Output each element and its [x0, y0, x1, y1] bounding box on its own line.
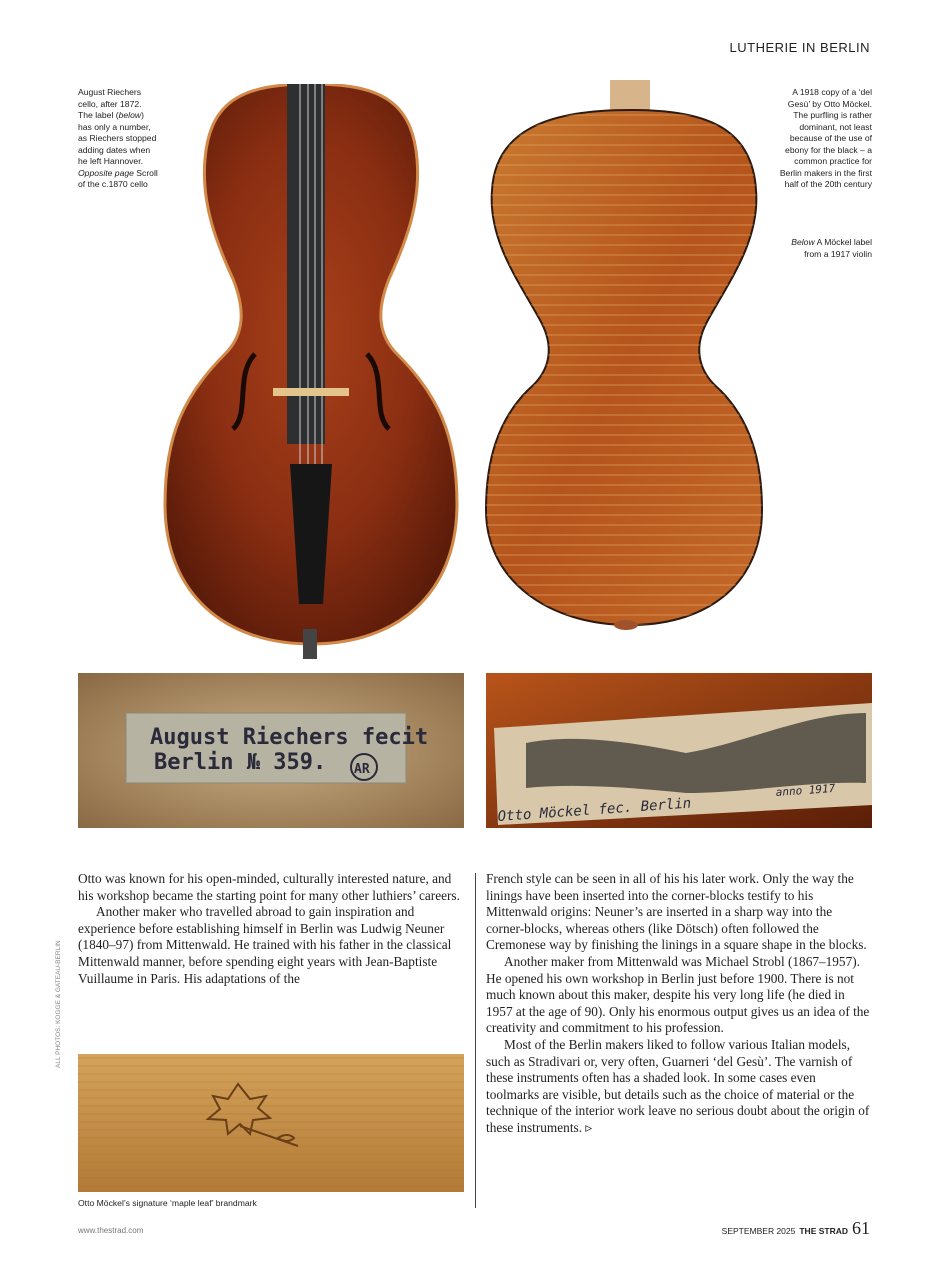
paragraph: Another maker from Mittenwald was Michael Strobl (1867–1957). He opened his own workshop in Berlin just before 1900. There is not much known about this maker, despite his very long life (he died in 1957 at the age of 90). Only his enormous output gives us an idea of the creativity and commitment to his profession. [486, 953, 870, 1036]
mockel-label-name: Otto Möckel fec. Berlin [497, 795, 692, 825]
caption-line: half of the 20th century [784, 179, 872, 189]
riechers-label-photo [78, 673, 464, 828]
caption-line: as Riechers stopped [78, 133, 157, 143]
paragraph: Another maker who travelled abroad to gain inspiration and experience before establishing himself in Berlin was Ludwig Neuner (1840–97) from Mittenwald. He trained with his father in the classical Mittenwald manner, before spending eight years with Jean-Baptiste Vuillaume in Paris. His adaptations of the [78, 904, 452, 986]
violin-caption [752, 87, 872, 191]
caption-line: he left Hannover. [78, 156, 143, 166]
mockel-label-photo [486, 673, 872, 828]
mockel-label-illustration [486, 673, 872, 828]
riechers-monogram: AR [354, 762, 370, 777]
article-column-left [78, 871, 464, 987]
mockel-label-year: anno 1917 [775, 781, 836, 799]
cello-photo [155, 84, 467, 659]
caption-line: August Riechers [78, 87, 142, 97]
section-header: LUTHERIE IN BERLIN [729, 40, 870, 55]
caption-line: Opposite page Scroll [78, 167, 158, 178]
page-footer [722, 1218, 870, 1239]
brandmark-caption: Otto Möckel’s signature ‘maple leaf’ brandmark [78, 1198, 257, 1208]
caption-line: dominant, not least [799, 121, 872, 132]
page-number: 61 [852, 1218, 870, 1238]
brandmark-photo [78, 1054, 464, 1192]
caption-line: of the c.1870 cello [78, 179, 148, 189]
caption-line: cello, after 1872. [78, 98, 142, 109]
paragraph: French style can be seen in all of his his later work. Only the way the linings have been inserted into the corner-blocks testify to his Mittenwald origins: Neuner’s are inserted in a sharp way into the corner-blocks, whereas others (like Dötsch) often followed the Cremonese way by finishing the linings in a square shape in the blocks. [486, 871, 867, 953]
caption-line: The label (below) [78, 110, 144, 120]
caption-line: has only a number, [78, 121, 151, 132]
caption-line: adding dates when [78, 144, 151, 155]
caption-line: because of the use of [789, 133, 872, 143]
violin-illustration [478, 80, 770, 632]
issue-date: SEPTEMBER 2025 [721, 1226, 796, 1236]
magazine-name: THE STRAD [799, 1226, 848, 1236]
photo-credit: ALL PHOTOS: KOGGE & GATEAU-BERLIN [55, 940, 62, 1068]
column-divider [475, 873, 476, 1208]
label-caption [752, 237, 872, 260]
riechers-label-illustration [78, 673, 464, 828]
riechers-label-line1: August Riechers fecit [150, 725, 429, 750]
caption-line: Gesù’ by Otto Möckel. [787, 98, 872, 109]
paragraph: Most of the Berlin makers liked to follow various Italian models, such as Stradivari or, very often, Guarneri ‘del Gesù’. The varnish of these instruments often has a shaded look. In some cases even toolmarks are visible, but details such as the choice of material or the technique of the interior work leave no serious doubt about the origin of these instruments. ▹ [486, 1036, 870, 1135]
caption-line: from a 1917 violin [804, 248, 872, 259]
caption-line: Below A Möckel label [791, 237, 872, 247]
riechers-label-line2: Berlin № 359. [154, 750, 327, 775]
caption-line: ebony for the black – a [785, 144, 872, 155]
caption-line: common practice for [794, 156, 872, 166]
cello-illustration [155, 84, 467, 659]
caption-line: A 1918 copy of a ‘del [792, 87, 872, 97]
caption-line: The purfling is rather [793, 110, 872, 120]
violin-back-photo [478, 80, 770, 632]
brandmark-illustration [78, 1054, 464, 1192]
website-link[interactable]: www.thestrad.com [78, 1226, 144, 1235]
caption-line: Berlin makers in the first [779, 167, 872, 178]
article-column-right [486, 871, 872, 1137]
paragraph: Otto was known for his open-minded, culturally interested nature, and his workshop became the starting point for many other luthiers’ careers. [78, 871, 460, 903]
